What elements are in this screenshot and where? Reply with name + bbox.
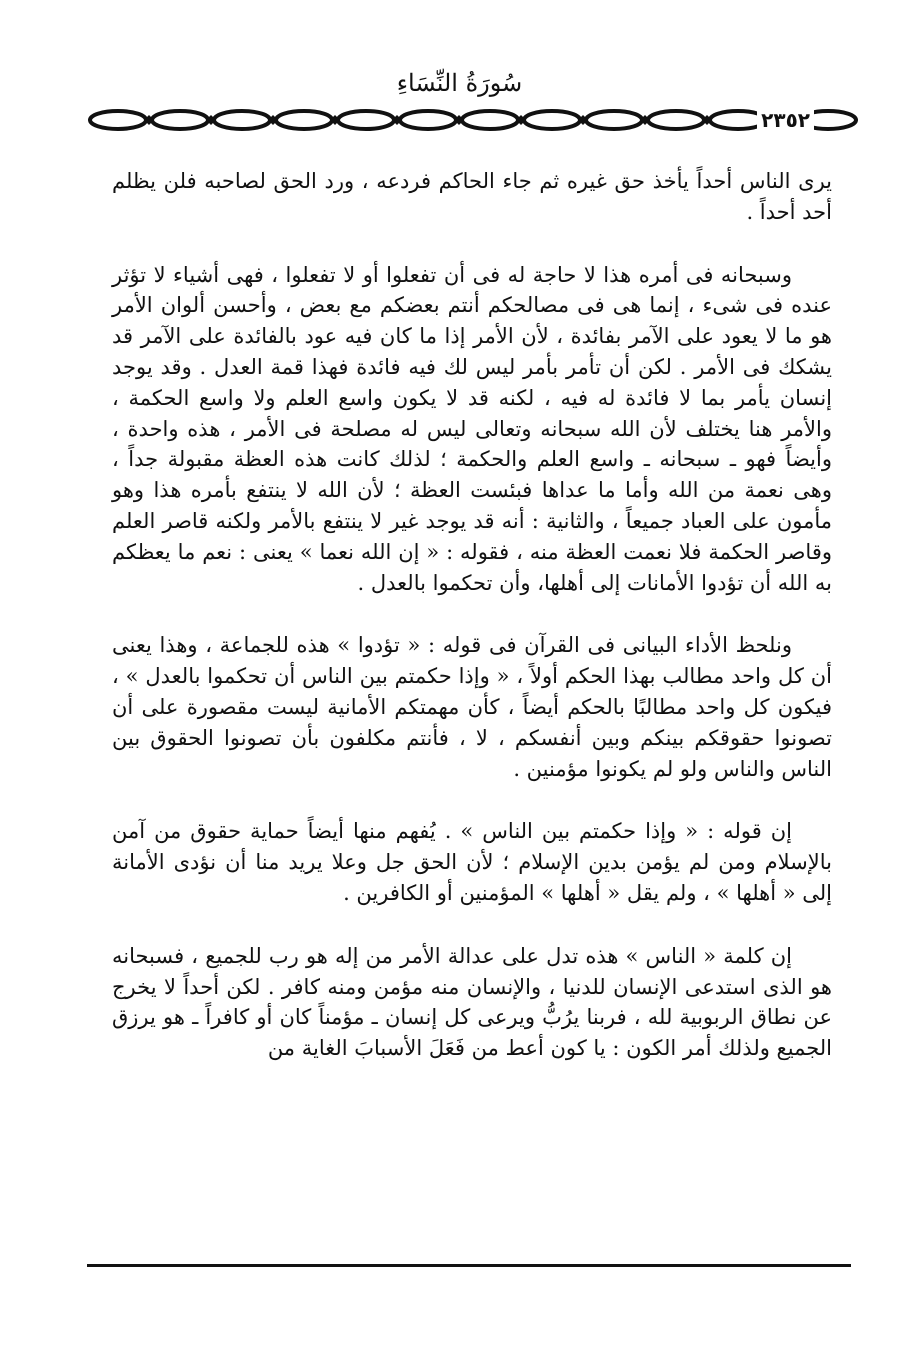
paragraph-5: إن كلمة « الناس » هذه تدل على عدالة الأمر من إله هو رب للجميع ، فسبحانه هو الذى استدعى الإنسان للدنيا ، والإنسان منه مؤمن ومنه كافر . لكن أحداً لا يخرج عن نطاق الربوبية لله ، فربنا يرُبُّ ويرعى كل إنسان ـ مؤمناً كان أو كافراً ـ هو يرزق الجميع ولذلك أمر الكون : يا كون أعط من فَعَلَ الأسبابَ الغاية من	[112, 943, 832, 1061]
page-header-band	[88, 106, 858, 134]
paragraph-1: يرى الناس أحداً يأخذ حق غيره ثم جاء الحاكم فردعه ، ورد الحق لصاحبه فلن يظلم أحد أحداً .	[112, 169, 832, 224]
bottom-divider-rule	[87, 1264, 851, 1267]
paragraph-2: وسبحانه فى أمره هذا لا حاجة له فى أن تفعلوا أو لا تفعلوا ، فهى أشياء لا تؤثر عنده فى شىء ، إنما هى فى مصالحكم أنتم بعضكم مع بعض ، وأحسن ألوان الأمر هو ما لا يعود على الآمر بفائدة ، لأن الأمر إذا ما كان فيه عود بالفائدة على الآمر قد يشكك فى الأمر . لكن أن تأمر بأمر ليس لك فيه فائدة فهذا قمة العدل . وقد يوجد إنسان يأمر بما لا فائدة له فيه ، لكنه قد لا يكون واسع العلم ولا واسع الحكمة ، والأمر هنا يختلف لأن الله سبحانه وتعالى ليس له مصلحة فى الأمر ، هذه واحدة ، وأيضاً فهو ـ سبحانه ـ واسع العلم والحكمة ؛ لذلك كانت هذه العظة مقبولة جداً ، وهى نعمة من الله وأما ما عداها فبئست العظة ؛ لأن الله لا ينتفع بأمره هذا وهو مأمون على العباد جميعاً ، والثانية : أنه قد يوجد غير لا ينتفع بالأمر ولكنه قاصر العلم وقاصر الحكمة فلا نعمت العظة منه ، فقوله : « إن الله نعما » يعنى : نعم ما يعظكم به الله أن تؤدوا الأمانات إلى أهلها، وأن تحكموا بالعدل .	[112, 262, 832, 595]
page-body-text	[112, 166, 832, 1096]
paragraph-3: ونلحظ الأداء البيانى فى القرآن فى قوله : « تؤدوا » هذه للجماعة ، وهذا يعنى أن كل واحد مطالب بهذا الحكم أولاً ، « وإذا حكمتم بين الناس أن تحكموا بالعدل » ، فيكون كل واحد مطالبًا بالحكم أيضاً ، كأن مهمتكم الأمانية ليست مقصورة على أن تصونوا حقوقكم بينكم وبين أنفسكم ، لا ، فأنتم مكلفون بأن تصونوا الحقوق بين الناس والناس ولو لم يكونوا مؤمنين .	[112, 633, 832, 781]
ornamental-chain-border-icon	[88, 106, 858, 134]
surah-title: سُورَةُ النِّسَاءِ	[396, 69, 523, 97]
page-number: ٢٣٥٢	[757, 106, 814, 134]
paragraph-4: إن قوله : « وإذا حكمتم بين الناس » . يُفهم منها أيضاً حماية حقوق من آمن بالإسلام ومن لم يؤمن بدين الإسلام ؛ لأن الحق جل وعلا يريد منا أن نؤدى الأمانة إلى « أهلها » ، ولم يقل « أهلها » المؤمنين أو الكافرين .	[112, 819, 832, 905]
